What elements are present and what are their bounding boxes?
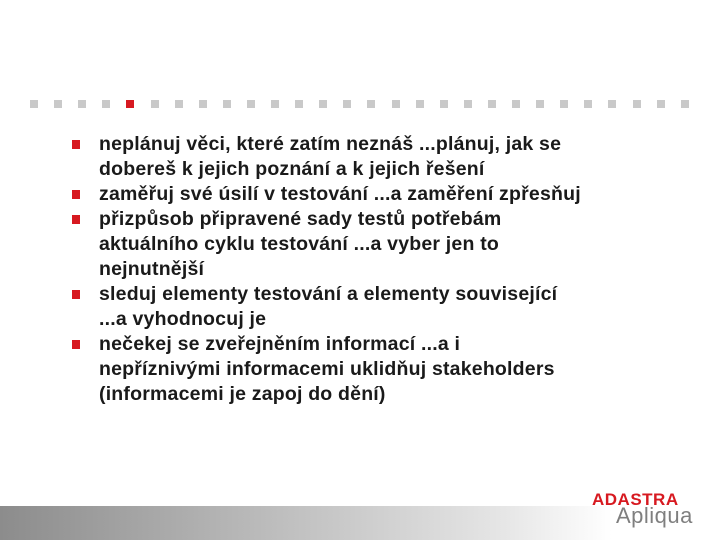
divider-square — [295, 100, 303, 108]
bullet-item — [72, 132, 702, 182]
divider-square — [247, 100, 255, 108]
divider-square — [416, 100, 424, 108]
bullet-line: sleduj elementy testování a elementy související — [99, 283, 558, 305]
divider-square — [271, 100, 279, 108]
bullet-line: nejnutnější — [99, 258, 205, 280]
square-bullet-icon — [72, 190, 80, 199]
divider-square — [512, 100, 520, 108]
divider-square — [681, 100, 689, 108]
divider-square — [440, 100, 448, 108]
divider-square — [536, 100, 544, 108]
square-bullet-icon — [72, 290, 80, 299]
bullet-item — [72, 182, 702, 207]
divider-square — [464, 100, 472, 108]
bullet-line: aktuálního cyklu testování ...a vyber jen to — [99, 233, 499, 255]
logo-wordmark-bottom: Apliqua — [616, 503, 693, 528]
square-bullet-icon — [72, 215, 80, 224]
divider-square — [392, 100, 400, 108]
bullet-line: přizpůsob připravené sady testů potřebám — [99, 208, 502, 230]
divider-square — [584, 100, 592, 108]
divider-square — [343, 100, 351, 108]
bullet-line: (informacemi je zapoj do dění) — [99, 383, 386, 405]
divider-square — [199, 100, 207, 108]
bullet-line: neplánuj věci, které zatím neznáš ...plánuj, jak se — [99, 133, 562, 155]
dotted-divider — [30, 100, 682, 108]
bullet-item — [72, 282, 702, 332]
divider-square — [102, 100, 110, 108]
bullet-list — [72, 132, 702, 407]
square-bullet-icon — [72, 140, 80, 149]
divider-square — [633, 100, 641, 108]
bullet-item — [72, 207, 702, 282]
bullet-line: zaměřuj své úsilí v testování ...a zaměření zpřesňuj — [99, 183, 581, 205]
divider-square — [560, 100, 568, 108]
divider-square — [319, 100, 327, 108]
divider-square — [54, 100, 62, 108]
bullet-line: dobereš k jejich poznání a k jejich řešení — [99, 158, 485, 180]
divider-square — [30, 100, 38, 108]
divider-square — [608, 100, 616, 108]
divider-square — [78, 100, 86, 108]
logo-wordmark-top: ADASTRA — [592, 490, 679, 509]
bullet-line: ...a vyhodnocuj je — [99, 308, 267, 330]
divider-square — [223, 100, 231, 108]
divider-square — [488, 100, 496, 108]
bullet-line: nepříznivými informacemi uklidňuj stakeholders — [99, 358, 555, 380]
divider-accent-square — [126, 100, 134, 108]
divider-square — [657, 100, 665, 108]
divider-square — [175, 100, 183, 108]
company-logo — [590, 486, 700, 530]
bullet-line: nečekej se zveřejněním informací ...a i — [99, 333, 461, 355]
divider-square — [367, 100, 375, 108]
square-bullet-icon — [72, 340, 80, 349]
bullet-item — [72, 332, 702, 407]
divider-square — [151, 100, 159, 108]
